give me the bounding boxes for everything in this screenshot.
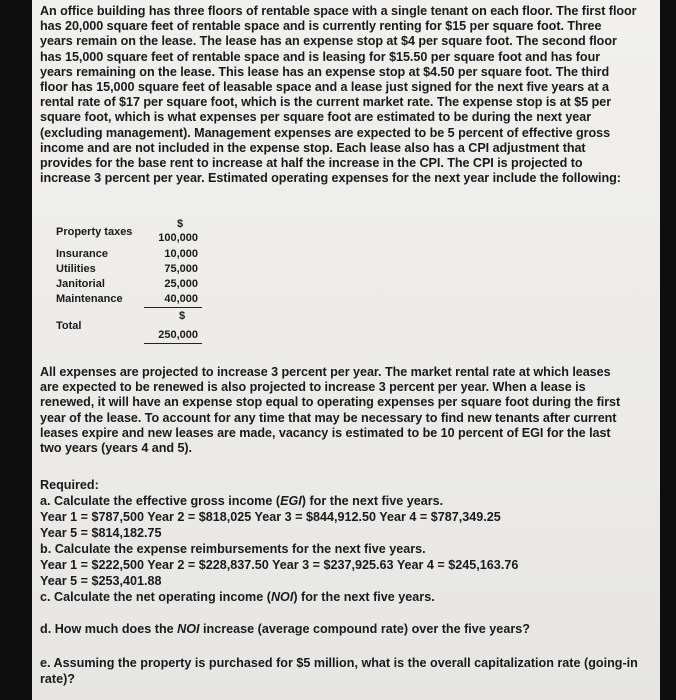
answer-b-line1: Year 1 = $222,500 Year 2 = $228,837.50 Year 3 = $237,925.63 Year 4 = $245,163.76 (40, 558, 519, 572)
question-a-text-end: ) for the next five years. (301, 494, 444, 508)
left-dark-border (0, 0, 32, 700)
noi-abbr: NOI (177, 622, 200, 636)
expense-label: Maintenance (56, 293, 123, 305)
question-d (40, 622, 660, 637)
subtotal-underline (144, 307, 202, 308)
dollar-sign: $ (179, 310, 186, 322)
egi-abbr: EGI (280, 494, 302, 508)
problem-intro-paragraph: An office building has three floors of rentable space with a single tenant on each floor. The first floor has 20,000 square feet of rentable space and is currently renting for $15 per square foot. Three years remain on the lease. The lease has an expense stop at $4 per square foot. The second floor has 15,000 square feet of rentable space and is leasing for $15.50 per square foot and has four years remaining on the lease. This lease has an expense stop at $4.50 per square foot. The third floor has 15,000 square feet of leasable space and a lease just signed for the next five years at a rental rate of $17 per square foot, which is the current market rate. The expense stop is at $5 per square foot, which is what expenses per square foot are estimated to be during the next year (excluding management). Management expenses are expected to be 5 percent of effective gross income and are not included in the expense stop. Each lease also has a CPI adjustment that provides for the base rent to increase at half the increase in the CPI. The CPI is projected to increase 3 percent per year. Estimated operating expenses for the next year include the following: (40, 4, 637, 186)
question-d-text-end: increase (average compound rate) over the five years? (199, 622, 530, 636)
assumptions-paragraph: All expenses are projected to increase 3 percent per year. The market rental rate at which leases are expected to be renewed is also projected to increase 3 percent per year. When a lease is renewed, it will have an expense stop equal to operating expenses per square foot during the first year of the lease. To account for any time that may be necessary to find new tenants after current leases expire and new leases are made, vacancy is estimated to be 10 percent of EGI for the last two years (years 4 and 5). (40, 365, 621, 456)
answer-b-line2: Year 5 = $253,401.88 (40, 574, 162, 588)
total-value: 250,000 (158, 329, 198, 341)
dollar-sign: $ (177, 218, 184, 230)
expense-label: Property taxes (56, 226, 133, 238)
question-e-line1: e. Assuming the property is purchased for $5 million, what is the overall capitalization rate (going-in (40, 656, 638, 670)
total-underline (144, 343, 202, 344)
noi-abbr: NOI (270, 590, 294, 604)
total-label: Total (56, 320, 82, 332)
question-a (40, 494, 660, 509)
question-c-text: c. Calculate the net operating income ( (40, 590, 271, 604)
required-heading: Required: (40, 478, 99, 492)
answer-a-line1: Year 1 = $787,500 Year 2 = $818,025 Year 3 = $844,912.50 Year 4 = $787,349.25 (40, 510, 501, 524)
expense-value: 75,000 (164, 263, 198, 275)
question-e-line2: rate)? (40, 672, 75, 686)
expense-value: 25,000 (164, 278, 198, 290)
expense-value: 40,000 (164, 293, 198, 305)
expense-label: Utilities (56, 263, 96, 275)
question-a-text: a. Calculate the effective gross income ( (40, 494, 281, 508)
question-c-text-end: ) for the next five years. (293, 590, 435, 604)
question-d-text: d. How much does the (40, 622, 178, 636)
question-c (40, 590, 660, 605)
question-b: b. Calculate the expense reimbursements for the next five years. (40, 542, 426, 556)
answer-a-line2: Year 5 = $814,182.75 (40, 526, 162, 540)
expense-value: 10,000 (164, 248, 198, 260)
expense-label: Janitorial (56, 278, 105, 290)
right-dark-border (660, 0, 676, 700)
expense-value: 100,000 (158, 232, 198, 244)
expense-label: Insurance (56, 248, 108, 260)
